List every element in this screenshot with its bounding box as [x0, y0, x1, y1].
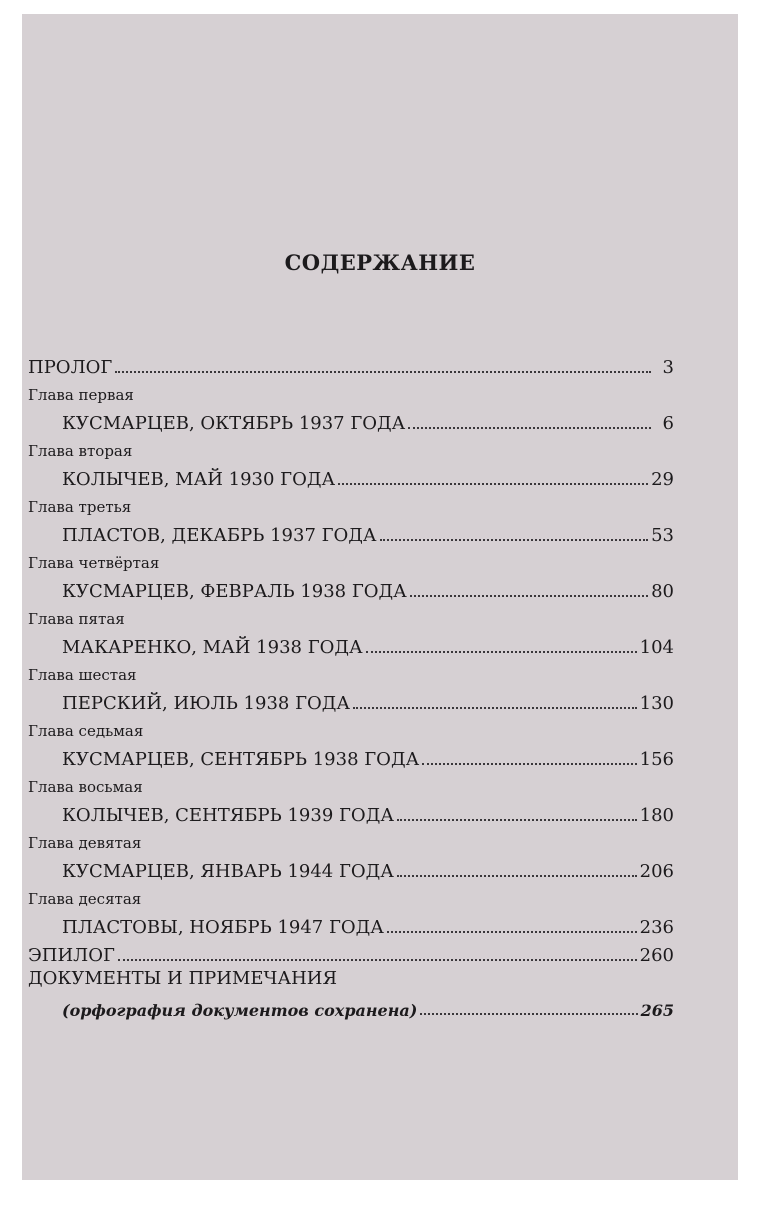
chapter-heading: МАКАРЕНКО, МАЙ 1938 ГОДА	[62, 637, 363, 658]
chapter-heading: КУСМАРЦЕВ, ЯНВАРЬ 1944 ГОДА	[62, 861, 394, 882]
toc-page-number: 29	[651, 469, 674, 490]
chapter-number: Глава третья	[28, 498, 132, 516]
dot-leader	[380, 539, 649, 541]
toc-entry[interactable]	[28, 630, 674, 658]
dot-leader	[115, 371, 651, 373]
chapter-heading: ПЛАСТОВ, ДЕКАБРЬ 1937 ГОДА	[62, 525, 377, 546]
toc-page-number: 3	[662, 357, 674, 378]
dot-leader	[338, 483, 648, 485]
chapter-heading: КУСМАРЦЕВ, СЕНТЯБРЬ 1938 ГОДА	[62, 749, 420, 770]
chapter-heading: ПЛАСТОВЫ, НОЯБРЬ 1947 ГОДА	[62, 917, 384, 938]
chapter-heading: ПЕРСКИЙ, ИЮЛЬ 1938 ГОДА	[62, 693, 351, 714]
toc-chapter	[28, 384, 674, 434]
dot-leader	[410, 595, 648, 597]
toc-entry-documents[interactable]	[28, 992, 674, 1020]
toc-page-number: 156	[639, 749, 674, 770]
toc-page-number: 130	[639, 693, 674, 714]
dot-leader	[420, 1013, 637, 1015]
toc-chapter	[28, 664, 674, 714]
dot-leader	[422, 763, 636, 765]
chapter-number: Глава десятая	[28, 890, 142, 908]
toc-entry[interactable]	[28, 854, 674, 882]
toc-entry-prologue[interactable]	[28, 350, 674, 378]
chapter-heading: КУСМАРЦЕВ, ФЕВРАЛЬ 1938 ГОДА	[62, 581, 407, 602]
chapter-number: Глава девятая	[28, 834, 142, 852]
chapter-number: Глава первая	[28, 386, 134, 404]
chapter-number: Глава седьмая	[28, 722, 144, 740]
toc-entry[interactable]	[28, 518, 674, 546]
toc-entry-documents-label[interactable]: ДОКУМЕНТЫ И ПРИМЕЧАНИЯ	[28, 968, 338, 989]
chapter-heading: КОЛЫЧЕВ, СЕНТЯБРЬ 1939 ГОДА	[62, 805, 394, 826]
table-of-contents	[28, 350, 674, 1020]
dot-leader	[387, 931, 637, 933]
chapter-number: Глава пятая	[28, 610, 125, 628]
toc-page-number: 53	[651, 525, 674, 546]
toc-chapter	[28, 832, 674, 882]
toc-entry[interactable]	[28, 686, 674, 714]
book-page	[22, 14, 738, 1180]
toc-chapter	[28, 608, 674, 658]
toc-chapter	[28, 440, 674, 490]
toc-chapter	[28, 496, 674, 546]
toc-page-number: 265	[640, 1001, 674, 1020]
toc-page-number: 80	[651, 581, 674, 602]
dot-leader	[397, 819, 637, 821]
chapter-heading: КУСМАРЦЕВ, ОКТЯБРЬ 1937 ГОДА	[62, 413, 406, 434]
page-title: СОДЕРЖАНИЕ	[284, 250, 476, 275]
toc-entry[interactable]	[28, 574, 674, 602]
toc-chapter	[28, 552, 674, 602]
chapter-number: Глава четвёртая	[28, 554, 160, 572]
toc-entry[interactable]	[28, 462, 674, 490]
toc-page-number: 180	[639, 805, 674, 826]
toc-page-number: 104	[639, 637, 674, 658]
toc-chapter	[28, 776, 674, 826]
dot-leader	[353, 707, 637, 709]
toc-entry[interactable]	[28, 406, 674, 434]
toc-chapter	[28, 888, 674, 938]
toc-page-number: 236	[639, 917, 674, 938]
toc-page-number: 6	[662, 413, 674, 434]
toc-page-number: 260	[639, 945, 674, 966]
toc-entry[interactable]	[28, 910, 674, 938]
chapter-number: Глава вторая	[28, 442, 133, 460]
dot-leader	[118, 959, 637, 961]
dot-leader	[397, 875, 637, 877]
toc-entry-label: ПРОЛОГ	[28, 357, 113, 378]
dot-leader	[366, 651, 637, 653]
documents-note: (орфография документов сохранена)	[62, 1001, 418, 1020]
toc-chapter	[28, 720, 674, 770]
dot-leader	[408, 427, 651, 429]
toc-page-number: 206	[639, 861, 674, 882]
toc-entry[interactable]	[28, 742, 674, 770]
toc-entry-label: ЭПИЛОГ	[28, 945, 115, 966]
toc-entry[interactable]	[28, 798, 674, 826]
chapter-heading: КОЛЫЧЕВ, МАЙ 1930 ГОДА	[62, 469, 336, 490]
toc-entry-epilogue[interactable]	[28, 938, 674, 966]
chapter-number: Глава шестая	[28, 666, 137, 684]
chapter-number: Глава восьмая	[28, 778, 143, 796]
